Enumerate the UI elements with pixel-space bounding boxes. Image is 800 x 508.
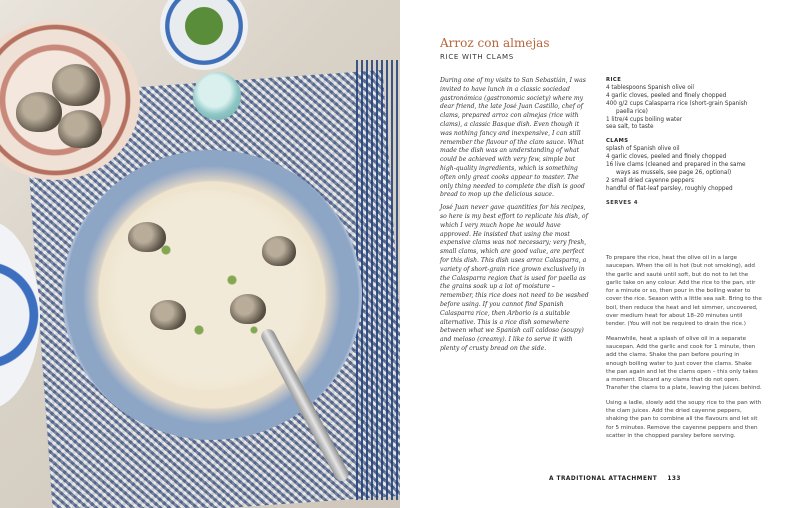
clam-shell (230, 294, 266, 324)
ingredient-item: 4 garlic cloves, peeled and finely chopped (606, 92, 727, 99)
method-paragraph: To prepare the rice, heat the olive oil in a large saucepan. When the oil is hot (but not smoking), add the garlic and sauté until soft, but do not to let the garlic take on any colour. Add the rice to the pan, stir for a minute or so, then pour in the boiling water to cover the rice. Season with a little sea salt. Bring to the boil, then reduce the heat and let simmer, uncovered, over medium heat for about 18–20 minutes until tender. (You will not be required to drain the rice.) (606, 255, 762, 328)
ingredient-item: sea salt, to taste (606, 124, 654, 131)
ingredient-item: 400 g/2 cups Calasparra rice (short-grain Spanish paella rice) (606, 100, 748, 115)
clam-shell (262, 236, 296, 266)
clam-shell (128, 222, 166, 252)
ingredients-list (606, 77, 756, 208)
ingredient-item: 4 garlic cloves, peeled and finely chopped (606, 154, 727, 161)
method-paragraph: Using a ladle, slowly add the soupy rice to the pan with the clam juices. Add the dried cayenne peppers, shaking the pan to combine all the flavours and let sit for 5 minutes. Remove the cayenne peppers and then scatter in the chopped parsley before serving. (606, 399, 762, 439)
method-steps (606, 254, 762, 446)
method-paragraph: Meanwhile, heat a splash of olive oil in a separate saucepan. Add the garlic and cook for 1 minute, then add the clams. Shake the pan before pouring in enough boiling water to just cover the clams. Shake the pan again and let the clams open – this only takes a moment. Discard any clams that do not open. Transfer the clams to a plate, leaving the juices behind. (606, 335, 762, 392)
ingredients-heading: CLAMS (606, 138, 629, 145)
clam-shell (58, 110, 102, 148)
serves-label: SERVES 4 (606, 199, 638, 206)
intro-paragraph: José Juan never gave quantities for his recipes, so here is my best effort to replicate his dish, of which I very much hope he would have approved. He insisted that using the most expensive clams was not necessary; very fresh, small clams, which are good value, are perfect for this dish. This dish uses arroz Calasparra, a variety of short-grain rice grown exclusively in the Calasparra region that is used for paella as the grains soak up a lot of moisture – remember, this rice does not need to be washed before using. If you cannot find Spanish Calasparra rice, then Arborio is a suitable alternative. This is a rice dish somewhere between what we Spanish call caldoso (soupy) and meloso (creamy). I like to serve it with plenty of crusty bread on the side. (440, 204, 589, 352)
recipe-title: Arroz con almejas (440, 36, 550, 50)
ingredient-item: handful of flat-leaf parsley, roughly chopped (606, 185, 733, 192)
ingredients-heading: RICE (606, 77, 622, 83)
section-name: A TRADITIONAL ATTACHMENT (549, 476, 658, 482)
ingredient-item: 4 tablespoons Spanish olive oil (606, 84, 694, 91)
ingredients-clams (606, 138, 756, 193)
clam-shell (150, 300, 186, 330)
parsley-bowl (160, 0, 248, 70)
placemat-fringe (356, 60, 400, 500)
ingredient-item: 1 litre/4 cups boiling water (606, 116, 683, 123)
page-number: 133 (667, 476, 681, 482)
salt-shaker (193, 72, 241, 120)
page-footer (549, 476, 681, 482)
recipe-page (400, 0, 800, 508)
recipe-subtitle: RICE WITH CLAMS (440, 53, 514, 61)
ingredients-rice (606, 77, 756, 132)
recipe-intro (440, 77, 590, 358)
intro-paragraph: During one of my visits to San Sebastián, I was invited to have lunch in a classic sociedad gastronómica (gastronomic society) where my dear friend, the late José Juan Castillo, chef of clams, prepared arroz con almejas (rice with clams), a classic Basque dish. Even though it was nothing fancy and inexpensive, I can still remember the flavour of the clam sauce. What made the dish was an understanding of what could be achieved with very few, simple but high-quality ingredients, which is something often only great cooks appear to master. The only thing needed to complete the dish is good bread to mop up the delicious sauce. (440, 77, 586, 199)
ingredient-item: splash of Spanish olive oil (606, 146, 680, 153)
ingredient-item: 16 live clams (cleaned and prepared in the same ways as mussels, see page 26, optional) (606, 162, 746, 176)
ingredient-item: 2 small dried cayenne peppers (606, 177, 694, 184)
clam-shell (52, 64, 100, 106)
